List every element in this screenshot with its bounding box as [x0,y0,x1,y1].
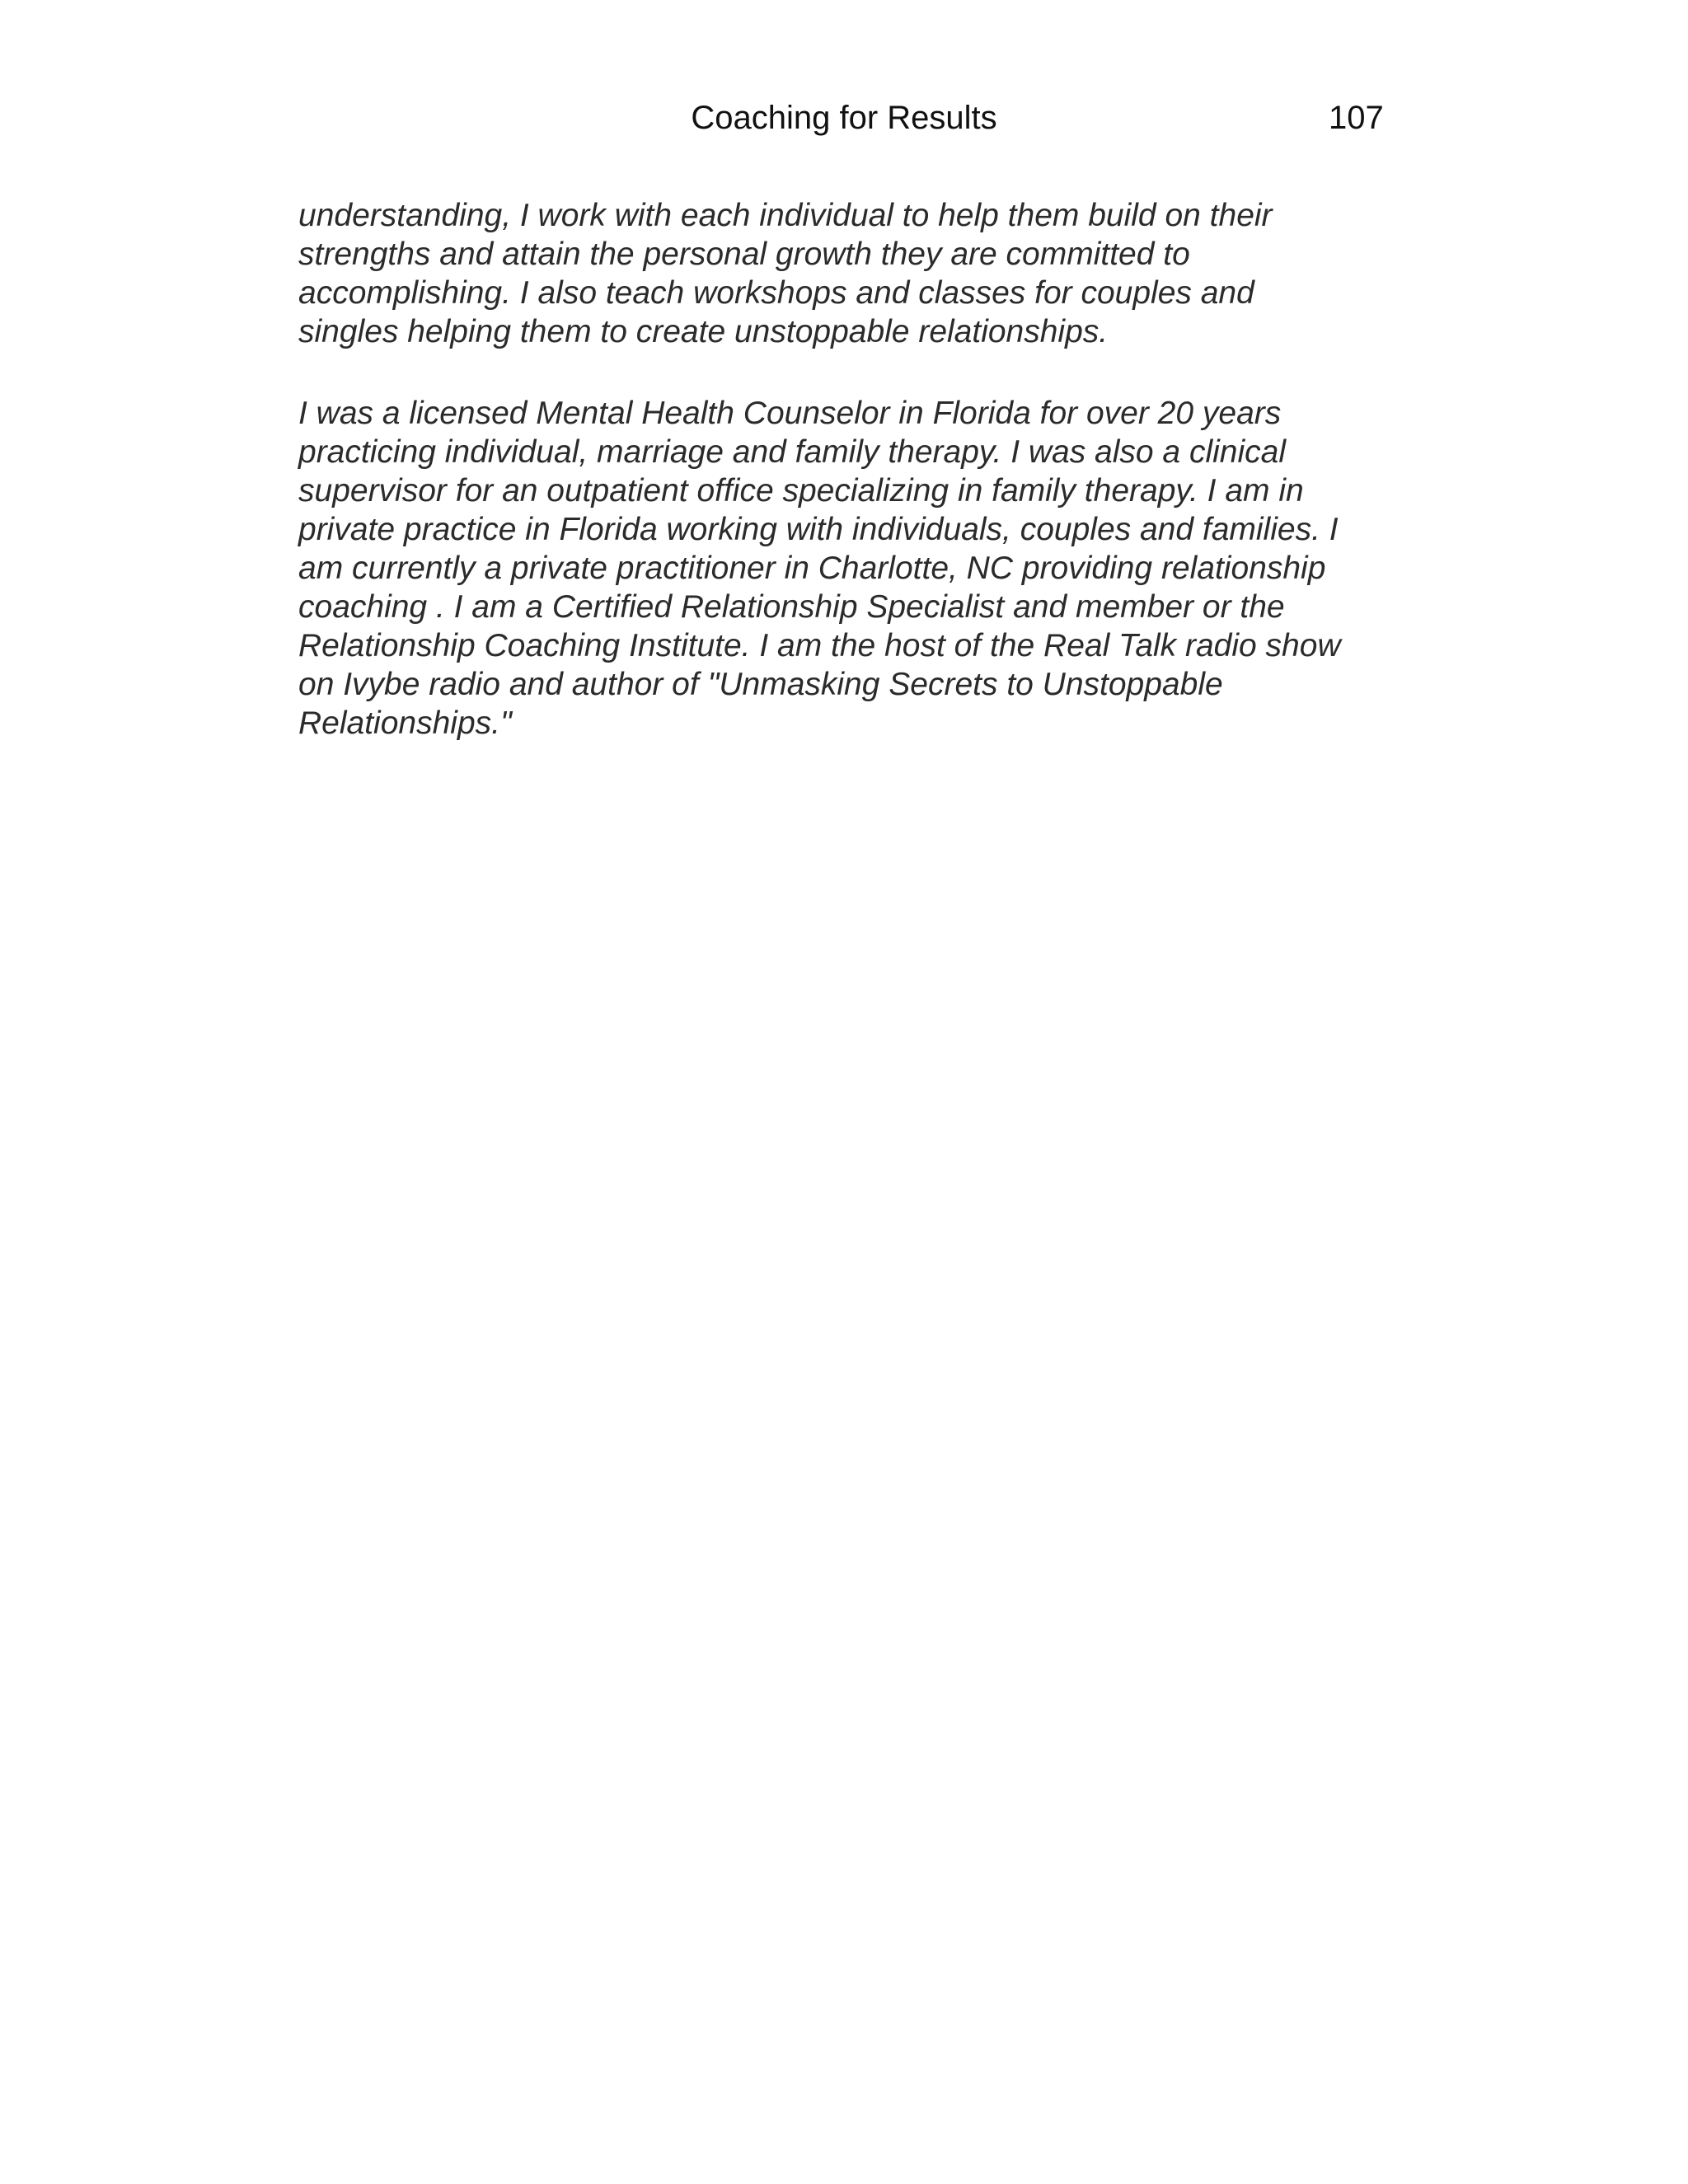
paragraph-1 [298,196,1403,351]
text-line: on Ivybe radio and author of "Unmasking Secrets to Unstoppable [298,667,1223,702]
text-line: singles helping them to create unstoppable relationships. [298,314,1109,349]
text-line: practicing individual, marriage and family therapy. I was also a clinical [298,434,1286,470]
page-number: 107 [1329,100,1384,136]
text-line: Relationships." [298,705,512,741]
text-line: Relationship Coaching Institute. I am the host of the Real Talk radio show [298,628,1341,663]
text-line: am currently a private practitioner in Charlotte, NC providing relationship [298,551,1326,586]
text-line: understanding, I work with each individual to help them build on their [298,198,1273,233]
running-header-title: Coaching for Results [691,100,997,136]
text-line: strengths and attain the personal growth they are committed to [298,237,1190,272]
text-line: supervisor for an outpatient office specializing in family therapy. I am in [298,473,1304,509]
body-text [298,196,1403,785]
text-line: I was a licensed Mental Health Counselor in Florida for over 20 years [298,396,1282,431]
text-line: coaching . I am a Certified Relationship Specialist and member or the [298,589,1285,625]
paragraph-2 [298,394,1403,743]
text-line: accomplishing. I also teach workshops and classes for couples and [298,275,1254,311]
text-line: private practice in Florida working with individuals, couples and families. I [298,512,1339,547]
